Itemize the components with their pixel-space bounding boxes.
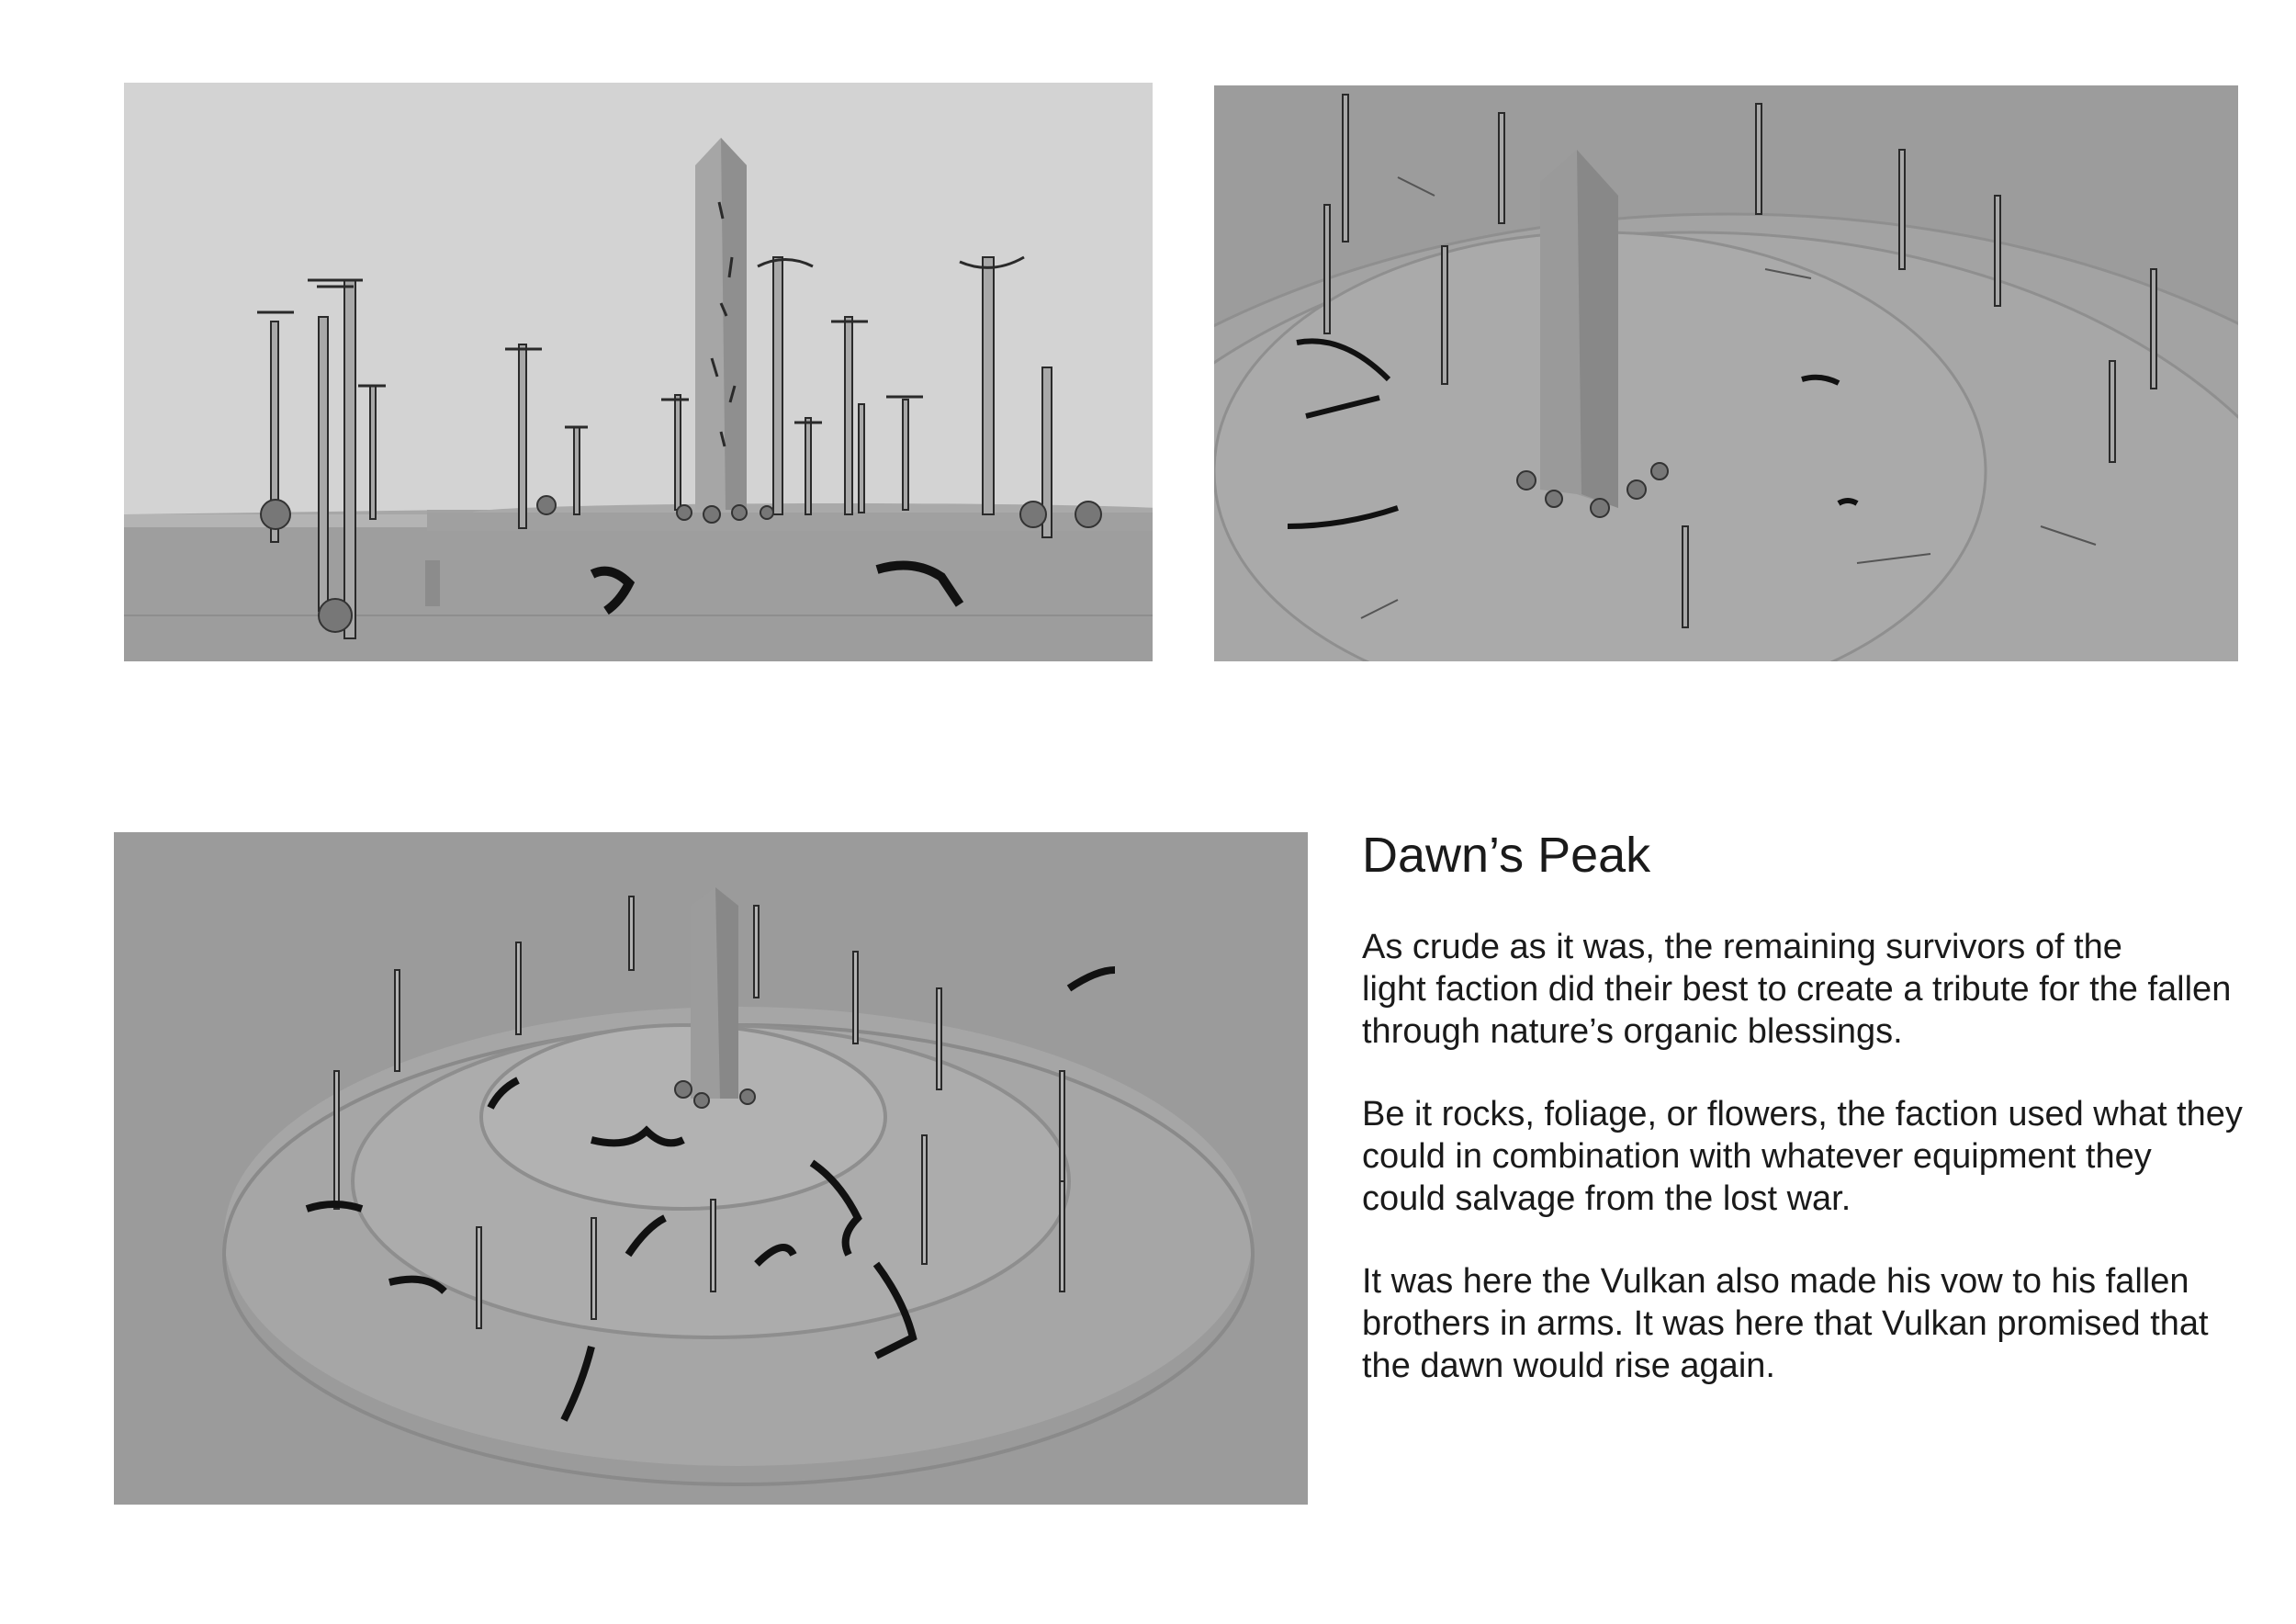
page-title: Dawn’s Peak — [1362, 828, 1651, 883]
paragraph-1: As crude as it was, the remaining survivors of the light faction did their best to create a tribute for the fallen through nature’s organic blessings. — [1362, 928, 2232, 1051]
high-angle-illustration — [1214, 85, 2238, 661]
paragraph-3: It was here the Vulkan also made his vow to his fallen brothers in arms. It was here that Vulkan promised that the dawn would rise again. — [1362, 1262, 2209, 1385]
front-view-illustration — [124, 83, 1153, 661]
high-angle-render — [1214, 85, 2238, 661]
aerial-view-illustration — [114, 832, 1308, 1505]
front-view-render — [124, 83, 1153, 661]
aerial-view-render — [114, 832, 1308, 1505]
description-panel — [1362, 823, 2271, 1427]
paragraph-2: Be it rocks, foliage, or flowers, the faction used what they could in combination with whatever equipment they could salvage from the lost war. — [1362, 1095, 2243, 1218]
